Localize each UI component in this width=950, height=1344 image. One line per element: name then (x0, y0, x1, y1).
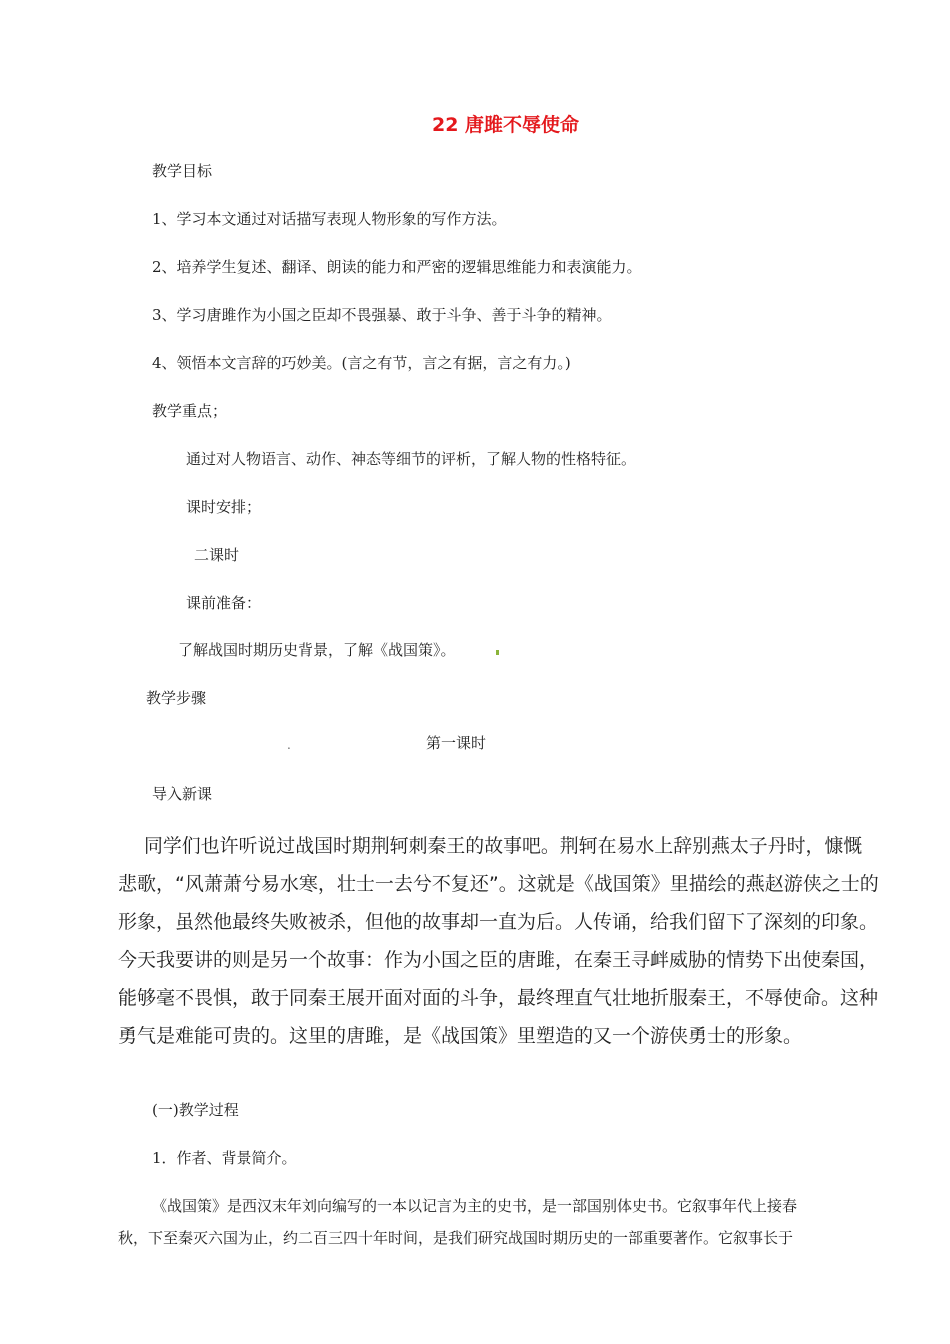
process-item: 1．作者、背景简介。 (152, 1149, 297, 1167)
schedule-text: 二课时 (194, 546, 240, 564)
prep-heading: 课前准备： (186, 594, 262, 612)
background-line: 秋，下至秦灭六国为止，约二百三四十年时间，是我们研究战国时期历史的一部重要著作。它叙事长于 (118, 1229, 794, 1247)
intro-line: 今天我要讲的则是另一个故事：作为小国之臣的唐雎，在秦王寻衅威胁的情势下出使秦国， (118, 949, 879, 971)
stray-dot: . (287, 738, 291, 752)
prep-text: 了解战国时期历史背景，了解《战国策》。 (178, 641, 456, 659)
green-mark (496, 650, 499, 655)
intro-line: 同学们也许听说过战国时期荆轲刺秦王的故事吧。荆轲在易水上辞别燕太子丹时，慷慨 (144, 835, 863, 857)
doc-title: 22 唐雎不辱使命 (432, 114, 580, 136)
focus-heading: 教学重点； (152, 402, 228, 420)
process-heading: (一)教学过程 (152, 1101, 239, 1119)
intro-heading: 导入新课 (152, 785, 213, 803)
steps-heading: 教学步骤 (146, 689, 207, 707)
intro-line: 形象，虽然他最终失败被杀，但他的故事却一直为后。人传诵，给我们留下了深刻的印象。 (118, 911, 879, 933)
intro-line: 能够毫不畏惧，敢于同秦王展开面对面的斗争，最终理直气壮地折服秦王，不辱使命。这种 (118, 987, 879, 1009)
lesson-heading: 第一课时 (426, 734, 487, 752)
objective-item: 3、学习唐雎作为小国之臣却不畏强暴、敢于斗争、善于斗争的精神。 (152, 306, 612, 324)
objective-item: 1、学习本文通过对话描写表现人物形象的写作方法。 (152, 210, 507, 228)
background-line: 《战国策》是西汉末年刘向编写的一本以记言为主的史书，是一部国别体史书。它叙事年代上接春 (152, 1197, 798, 1215)
objective-item: 2、培养学生复述、翻译、朗读的能力和严密的逻辑思维能力和表演能力。 (152, 258, 642, 276)
intro-line: 悲歌，“风萧萧兮易水寒，壮士一去兮不复还”。这就是《战国策》里描绘的燕赵游侠之士的 (118, 873, 879, 895)
schedule-heading: 课时安排； (186, 498, 262, 516)
intro-line: 勇气是难能可贵的。这里的唐雎，是《战国策》里塑造的又一个游侠勇士的形象。 (118, 1025, 803, 1047)
objective-item: 4、领悟本文言辞的巧妙美。(言之有节，言之有据，言之有力。) (152, 354, 571, 372)
objectives-heading: 教学目标 (152, 162, 213, 180)
focus-text: 通过对人物语言、动作、神态等细节的评析，了解人物的性格特征。 (186, 450, 637, 468)
